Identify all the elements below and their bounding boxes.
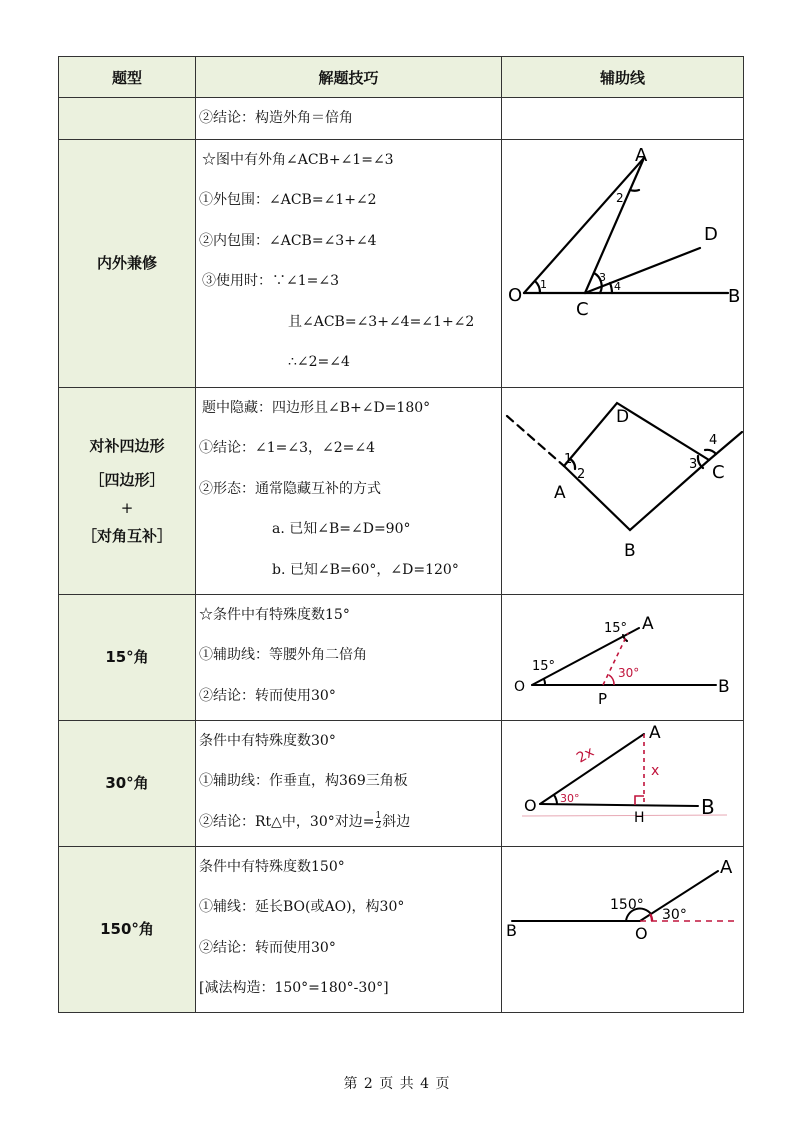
diagram-cell <box>502 98 744 140</box>
technique-line: 条件中有特殊度数30° <box>199 732 336 749</box>
diagram-label: x <box>651 762 660 779</box>
diagram-label: O <box>524 795 537 815</box>
diagram-label: O <box>514 678 526 695</box>
type-label: + <box>120 498 134 517</box>
diagram-label: A <box>649 722 661 743</box>
table-row <box>59 139 744 387</box>
table-row <box>59 594 744 720</box>
one-half-fraction <box>375 812 381 831</box>
diagram-cell <box>502 387 744 594</box>
conclusion-text-end: 斜边 <box>382 813 411 830</box>
diagram-label: 2x <box>574 743 597 766</box>
type-label: ［四边形］ <box>89 470 165 489</box>
technique-line: ☆条件中有特殊度数15° <box>199 606 350 623</box>
table-row <box>59 720 744 846</box>
diagram-label: A <box>635 144 648 166</box>
diagram-label: 30° <box>662 906 687 923</box>
technique-line: ③使用时：∵∠1=∠3 <box>202 273 340 289</box>
technique-cell <box>196 720 502 846</box>
table-row <box>59 387 744 594</box>
technique-line: ①辅助线：等腰外角二倍角 <box>199 647 367 663</box>
type-label: 30°角 <box>105 774 149 792</box>
diagram-label: C <box>712 461 725 483</box>
type-cell <box>59 720 196 846</box>
diagram-label: P <box>598 689 608 708</box>
diagram-label: B <box>718 676 730 697</box>
diagram-cell <box>502 846 744 1012</box>
diagram-label: 15° <box>604 620 628 636</box>
technique-line <box>196 802 501 843</box>
technique-cell <box>196 846 502 1012</box>
technique-line: 条件中有特殊度数150° <box>199 858 345 875</box>
technique-line: [减法构造：150°=180°-30°] <box>199 980 389 996</box>
type-label: 对补四边形 <box>89 436 165 455</box>
diagram-label: 2 <box>577 466 586 482</box>
diagram-cell <box>502 594 744 720</box>
type-cell <box>59 846 196 1012</box>
type-label: 150°角 <box>100 920 154 938</box>
technique-line: ②形态：通常隐藏互补的方式 <box>199 480 381 497</box>
technique-cell <box>196 139 502 387</box>
type-label: 15°角 <box>105 648 149 666</box>
diagram-label: A <box>554 482 566 503</box>
technique-line: ☆图中有外角∠ACB+∠1=∠3 <box>202 151 394 168</box>
technique-line: ①辅线：延长BO(或AO)，构30° <box>199 899 405 915</box>
diagram-label: 4 <box>614 279 621 293</box>
type-cell <box>59 139 196 387</box>
angle-30-diagram <box>502 721 744 842</box>
header-auxiliary-line: 辅助线 <box>502 57 744 98</box>
techniques-table <box>58 56 744 1013</box>
diagram-label: 1 <box>540 277 547 291</box>
page-footer: 第 2 页 共 4 页 <box>343 1076 451 1092</box>
diagram-label: 15° <box>532 658 556 674</box>
table-header-row <box>59 57 744 98</box>
diagram-label: H <box>634 809 645 826</box>
table-row <box>59 846 744 1012</box>
diagram-label: 4 <box>709 432 718 448</box>
technique-line: ②结论：转而使用30° <box>199 939 336 956</box>
angle-150-diagram <box>502 847 744 1008</box>
technique-line: ∴∠2=∠4 <box>288 354 350 370</box>
diagram-cell <box>502 139 744 387</box>
diagram-label: 3 <box>689 456 698 472</box>
diagram-label: 150° <box>610 896 644 913</box>
technique-cell <box>196 98 502 140</box>
header-technique: 解题技巧 <box>196 57 502 98</box>
fraction-denominator: 2 <box>375 821 382 831</box>
diagram-label: B <box>506 920 517 940</box>
diagram-label: C <box>576 298 589 320</box>
angle-15-diagram <box>502 595 744 716</box>
technique-line: ①结论：∠1=∠3，∠2=∠4 <box>199 440 376 456</box>
technique-line: ②结论：转而使用30° <box>199 687 336 704</box>
diagram-label: B <box>728 285 741 307</box>
diagram-cell <box>502 720 744 846</box>
technique-line: b. 已知∠B=60°，∠D=120° <box>272 561 459 578</box>
header-type: 题型 <box>59 57 196 98</box>
diagram-label: O <box>508 284 523 306</box>
quadrilateral-diagram <box>502 388 744 590</box>
type-label: ［对角互补］ <box>81 526 172 545</box>
technique-line: ②结论：构造外角＝倍角 <box>199 110 353 126</box>
exterior-angle-diagram <box>502 140 744 383</box>
type-label: 内外兼修 <box>96 254 157 272</box>
diagram-label: O <box>635 923 648 943</box>
technique-cell <box>196 594 502 720</box>
technique-line: a. 已知∠B=∠D=90° <box>272 521 411 537</box>
technique-line: ①辅助线：作垂直，构369三角板 <box>199 773 408 789</box>
type-cell <box>59 98 196 140</box>
diagram-label: B <box>624 540 636 561</box>
diagram-label: 3 <box>599 270 606 284</box>
diagram-label: 2 <box>616 190 624 205</box>
diagram-label: D <box>616 406 630 427</box>
diagram-label: 30° <box>560 791 580 805</box>
conclusion-text: ②结论：Rt△中，30°对边= <box>199 813 375 830</box>
type-cell <box>59 387 196 594</box>
type-cell <box>59 594 196 720</box>
technique-line: 题中隐藏：四边形且∠B+∠D=180° <box>202 399 431 416</box>
technique-line: ②内包围：∠ACB=∠3+∠4 <box>199 232 377 249</box>
diagram-label: 1 <box>564 451 573 467</box>
diagram-label: 30° <box>618 665 640 680</box>
diagram-label: A <box>720 856 733 878</box>
table-row <box>59 98 744 140</box>
technique-line: 且∠ACB=∠3+∠4=∠1+∠2 <box>288 313 475 330</box>
technique-line: ①外包围：∠ACB=∠1+∠2 <box>199 192 377 208</box>
diagram-label: A <box>642 613 654 634</box>
technique-cell <box>196 387 502 594</box>
diagram-label: D <box>704 223 718 245</box>
fraction-numerator: 1 <box>375 811 382 821</box>
diagram-label: B <box>701 794 715 819</box>
